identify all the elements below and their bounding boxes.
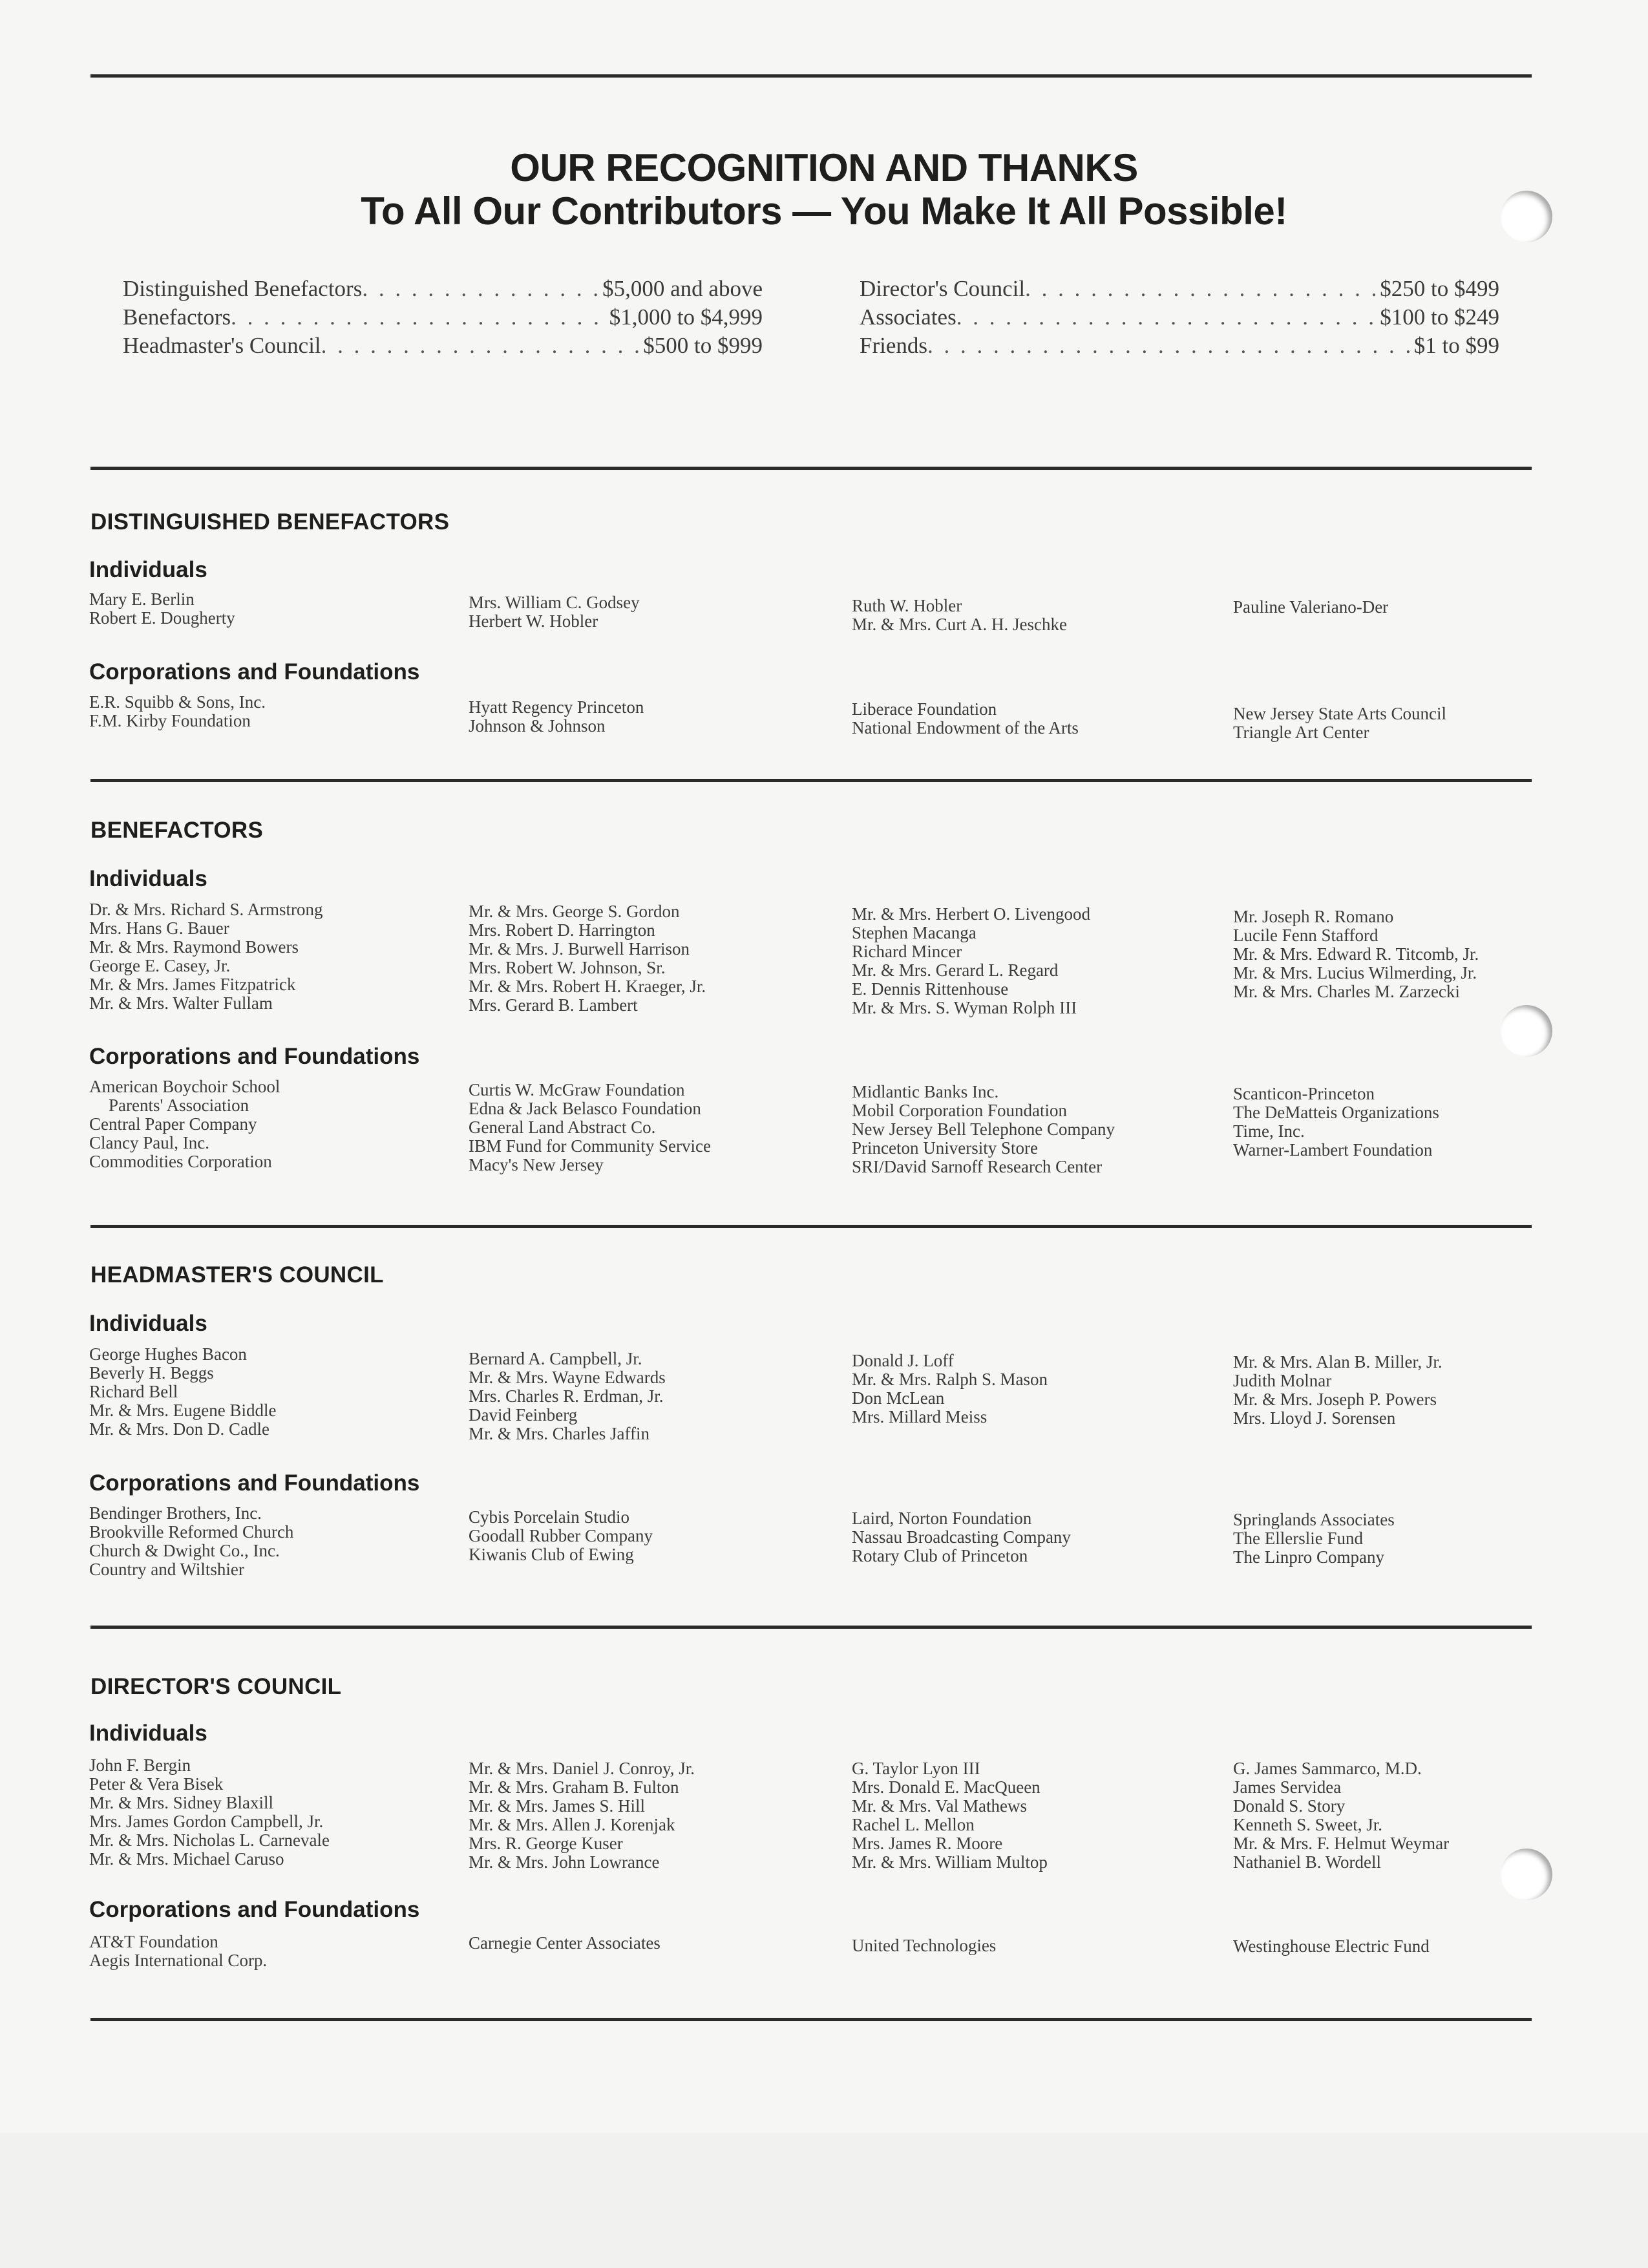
- name-column: [1233, 907, 1595, 1001]
- contributor-name: E.R. Squibb & Sons, Inc.: [89, 692, 266, 712]
- name-column: [469, 1508, 830, 1564]
- contributor-name: Mr. & Mrs. John Lowrance: [469, 1852, 660, 1872]
- contributor-name: Mr. & Mrs. Val Mathews: [852, 1796, 1028, 1816]
- contributor-name: AT&T Foundation: [89, 1932, 218, 1951]
- contributor-name: Mr. & Mrs. J. Burwell Harrison: [469, 939, 690, 959]
- contributor-name: The Linpro Company: [1233, 1547, 1384, 1567]
- contributor-name: Liberace Foundation: [852, 699, 997, 719]
- name-column: [89, 693, 451, 730]
- contributor-name: Mr. & Mrs. Gerard L. Regard: [852, 960, 1059, 980]
- contributor-name: Mr. & Mrs. James Fitzpatrick: [89, 975, 296, 994]
- contributor-name: Johnson & Johnson: [469, 716, 606, 736]
- contributor-name: Mr. & Mrs. Sidney Blaxill: [89, 1793, 274, 1812]
- contributor-name: Donald J. Loff: [852, 1351, 954, 1370]
- contributor-name: Rotary Club of Princeton: [852, 1546, 1028, 1565]
- section-heading-distinguished: DISTINGUISHED BENEFACTORS: [90, 509, 450, 535]
- contributor-name: Mary E. Berlin: [89, 589, 195, 609]
- contributor-name: Mr. & Mrs. Charles Jaffin: [469, 1424, 650, 1443]
- contributor-name: Mrs. Robert D. Harrington: [469, 920, 655, 940]
- contributor-name: Mrs. William C. Godsey: [469, 593, 640, 612]
- contributor-name: Herbert W. Hobler: [469, 611, 598, 631]
- contributor-name: Mr. & Mrs. Nicholas L. Carnevale: [89, 1830, 330, 1850]
- subheading-individuals: Individuals: [89, 866, 207, 891]
- contributor-name: Mr. & Mrs. James S. Hill: [469, 1796, 646, 1816]
- section-heading-headmaster: HEADMASTER'S COUNCIL: [90, 1262, 384, 1288]
- contributor-name: Hyatt Regency Princeton: [469, 697, 644, 717]
- name-column: [1233, 705, 1595, 742]
- contributor-name: Princeton University Store: [852, 1138, 1038, 1158]
- name-column: [852, 597, 1214, 634]
- contributor-name: Springlands Associates: [1233, 1510, 1395, 1529]
- contributor-name: Clancy Paul, Inc.: [89, 1133, 209, 1152]
- contributor-name: Carnegie Center Associates: [469, 1933, 660, 1953]
- name-column: [89, 1933, 451, 1970]
- contributor-name: Dr. & Mrs. Richard S. Armstrong: [89, 900, 323, 919]
- name-column: [469, 1934, 830, 1953]
- name-column: [469, 593, 830, 631]
- page-subtitle: To All Our Contributors — You Make It All Possible!: [361, 189, 1287, 233]
- contributor-name: Kiwanis Club of Ewing: [469, 1545, 634, 1564]
- name-column: [89, 1504, 451, 1579]
- contributor-name: Mrs. Lloyd J. Sorensen: [1233, 1408, 1396, 1428]
- contributor-name: Central Paper Company: [89, 1114, 257, 1134]
- name-column: [469, 1759, 830, 1872]
- contributor-name: Mr. & Mrs. Robert H. Kraeger, Jr.: [469, 977, 706, 996]
- contributor-name: Midlantic Banks Inc.: [852, 1082, 999, 1101]
- contributor-name: Mrs. Donald E. MacQueen: [852, 1777, 1041, 1797]
- contributor-name: Stephen Macanga: [852, 923, 977, 942]
- contributor-name: G. Taylor Lyon III: [852, 1759, 980, 1778]
- contributor-name: F.M. Kirby Foundation: [89, 711, 251, 730]
- contributor-name: Country and Wiltshier: [89, 1560, 244, 1579]
- contributor-name: David Feinberg: [469, 1405, 578, 1425]
- level-row: Headmaster's Council . . . $500 to $999: [123, 332, 763, 360]
- section-rule: [90, 1225, 1532, 1228]
- contributor-name: Westinghouse Electric Fund: [1233, 1936, 1430, 1956]
- contributor-name: Church & Dwight Co., Inc.: [89, 1541, 280, 1560]
- contributor-name: Mrs. Millard Meiss: [852, 1407, 988, 1426]
- name-column: [852, 905, 1214, 1017]
- level-row: Friends . . . $1 to $99: [860, 332, 1499, 360]
- contributor-name: Parents' Association: [109, 1096, 249, 1115]
- contributor-name: Mrs. Charles R. Erdman, Jr.: [469, 1386, 664, 1406]
- contributor-name: General Land Abstract Co.: [469, 1118, 656, 1137]
- contributor-name: Mr. & Mrs. Eugene Biddle: [89, 1401, 277, 1420]
- section-heading-benefactors: BENEFACTORS: [90, 818, 264, 843]
- contributor-name: Bernard A. Campbell, Jr.: [469, 1349, 642, 1368]
- contributor-name: Mr. & Mrs. F. Helmut Weymar: [1233, 1834, 1450, 1853]
- contributor-name: Curtis W. McGraw Foundation: [469, 1080, 685, 1099]
- section-rule: [90, 779, 1532, 782]
- contributor-name: Richard Bell: [89, 1382, 178, 1401]
- name-column: [852, 1759, 1214, 1872]
- contributor-name: Pauline Valeriano-Der: [1233, 597, 1389, 617]
- giving-levels-left: [123, 275, 763, 360]
- contributor-name: Commodities Corporation: [89, 1152, 272, 1171]
- contributor-name: Donald S. Story: [1233, 1796, 1346, 1816]
- name-column: [89, 1345, 451, 1439]
- name-column: [852, 1351, 1214, 1426]
- level-row: Director's Council . . . $250 to $499: [860, 275, 1499, 303]
- contributor-name: Mr. & Mrs. Raymond Bowers: [89, 937, 299, 957]
- binder-hole: [1501, 1005, 1552, 1057]
- contributor-name: Cybis Porcelain Studio: [469, 1507, 629, 1527]
- subheading-corporations: Corporations and Foundations: [89, 1044, 420, 1069]
- contributor-name: United Technologies: [852, 1936, 997, 1955]
- level-row: Distinguished Benefactors . . . $5,000 and above: [123, 275, 763, 303]
- name-column: [89, 590, 451, 628]
- contributor-name: The DeMatteis Organizations: [1233, 1103, 1439, 1122]
- level-row: Benefactors . . . $1,000 to $4,999: [123, 303, 763, 332]
- contributor-name: SRI/David Sarnoff Research Center: [852, 1157, 1103, 1176]
- contributor-name: Ruth W. Hobler: [852, 596, 962, 615]
- contributor-name: Time, Inc.: [1233, 1121, 1305, 1141]
- contributor-name: Bendinger Brothers, Inc.: [89, 1503, 262, 1523]
- giving-levels-right: [860, 275, 1499, 360]
- contributor-name: Mrs. Gerard B. Lambert: [469, 995, 638, 1015]
- contributor-name: Goodall Rubber Company: [469, 1526, 653, 1545]
- contributor-name: E. Dennis Rittenhouse: [852, 979, 1009, 999]
- contributor-name: Mr. & Mrs. Don D. Cadle: [89, 1419, 269, 1439]
- contributor-name: Warner-Lambert Foundation: [1233, 1140, 1433, 1160]
- contributor-name: Mr. & Mrs. Herbert O. Livengood: [852, 904, 1090, 924]
- name-column: [89, 900, 451, 1013]
- name-column: [89, 1077, 451, 1171]
- contributor-name: Robert E. Dougherty: [89, 608, 235, 628]
- contributor-name: Nathaniel B. Wordell: [1233, 1852, 1382, 1872]
- contributor-name: Mr. & Mrs. Joseph P. Powers: [1233, 1390, 1437, 1409]
- contributor-name: Mrs. Hans G. Bauer: [89, 918, 229, 938]
- contributor-name: Mr. & Mrs. Charles M. Zarzecki: [1233, 982, 1460, 1001]
- name-column: [469, 1081, 830, 1174]
- name-column: [1233, 1937, 1595, 1956]
- name-column: [1233, 1353, 1595, 1428]
- binder-hole: [1501, 1849, 1552, 1900]
- section-rule: [90, 467, 1532, 470]
- contributor-name: Mr. & Mrs. Curt A. H. Jeschke: [852, 615, 1067, 634]
- contributor-name: Mobil Corporation Foundation: [852, 1101, 1067, 1120]
- contributor-name: Mr. & Mrs. Allen J. Korenjak: [469, 1815, 675, 1834]
- contributor-name: Laird, Norton Foundation: [852, 1509, 1032, 1528]
- contributor-name: Mrs. James Gordon Campbell, Jr.: [89, 1812, 324, 1831]
- section-heading-director: DIRECTOR'S COUNCIL: [90, 1674, 342, 1699]
- level-row: Associates . . . $100 to $249: [860, 303, 1499, 332]
- contributor-name: Mr. & Mrs. Lucius Wilmerding, Jr.: [1233, 963, 1477, 982]
- contributor-name: Mr. & Mrs. George S. Gordon: [469, 902, 680, 921]
- name-column: [852, 1936, 1214, 1955]
- name-column: [852, 1509, 1214, 1565]
- top-rule: [90, 74, 1532, 78]
- contributor-name: Edna & Jack Belasco Foundation: [469, 1099, 701, 1118]
- name-column: [469, 1350, 830, 1443]
- page-title: OUR RECOGNITION AND THANKS: [510, 146, 1138, 189]
- contributor-name: Peter & Vera Bisek: [89, 1774, 224, 1794]
- name-column: [469, 698, 830, 736]
- subheading-corporations: Corporations and Foundations: [89, 659, 420, 684]
- subheading-individuals: Individuals: [89, 1311, 207, 1336]
- contributor-name: Rachel L. Mellon: [852, 1815, 975, 1834]
- contributor-name: Kenneth S. Sweet, Jr.: [1233, 1815, 1382, 1834]
- contributor-name: James Servidea: [1233, 1777, 1342, 1797]
- subheading-individuals: Individuals: [89, 1721, 207, 1746]
- contributor-name: Mr. & Mrs. Michael Caruso: [89, 1849, 284, 1869]
- subheading-corporations: Corporations and Foundations: [89, 1897, 420, 1922]
- contributor-name: Beverly H. Beggs: [89, 1363, 214, 1383]
- contributor-name: Mr. & Mrs. Alan B. Miller, Jr.: [1233, 1352, 1442, 1372]
- name-column: [1233, 1510, 1595, 1567]
- bottom-rule: [90, 2018, 1532, 2021]
- contributor-name: The Ellerslie Fund: [1233, 1529, 1363, 1548]
- name-column: [1233, 1085, 1595, 1160]
- contributor-name: Triangle Art Center: [1233, 723, 1369, 742]
- subheading-corporations: Corporations and Foundations: [89, 1470, 420, 1496]
- contributor-name: Mrs. Robert W. Johnson, Sr.: [469, 958, 666, 977]
- contributor-name: IBM Fund for Community Service: [469, 1136, 711, 1156]
- contributor-name: Mrs. James R. Moore: [852, 1834, 1003, 1853]
- contributor-name: Don McLean: [852, 1388, 945, 1408]
- contributor-name: Aegis International Corp.: [89, 1951, 268, 1970]
- contributor-name: Mr. Joseph R. Romano: [1233, 907, 1394, 926]
- name-column: [852, 700, 1214, 737]
- name-column: [1233, 598, 1595, 617]
- contributor-name: Macy's New Jersey: [469, 1155, 604, 1174]
- contributor-name: Richard Mincer: [852, 942, 962, 961]
- contributor-name: John F. Bergin: [89, 1755, 191, 1775]
- contributor-name: New Jersey Bell Telephone Company: [852, 1119, 1115, 1139]
- contributor-name: Mrs. R. George Kuser: [469, 1834, 623, 1853]
- contributor-name: Mr. & Mrs. Walter Fullam: [89, 993, 273, 1013]
- contributor-name: Mr. & Mrs. Edward R. Titcomb, Jr.: [1233, 944, 1479, 964]
- contributor-name: Brookville Reformed Church: [89, 1522, 294, 1542]
- contributor-name: Mr. & Mrs. Wayne Edwards: [469, 1368, 666, 1387]
- contributor-name: Mr. & Mrs. William Multop: [852, 1852, 1048, 1872]
- subheading-individuals: Individuals: [89, 557, 207, 582]
- contributor-name: Nassau Broadcasting Company: [852, 1527, 1071, 1547]
- binder-hole: [1501, 191, 1552, 242]
- contributor-name: Mr. & Mrs. S. Wyman Rolph III: [852, 998, 1077, 1017]
- contributor-name: New Jersey State Arts Council: [1233, 704, 1446, 723]
- contributor-name: Scanticon-Princeton: [1233, 1084, 1375, 1103]
- contributor-name: Judith Molnar: [1233, 1371, 1332, 1390]
- contributor-name: Mr. & Mrs. Daniel J. Conroy, Jr.: [469, 1759, 695, 1778]
- name-column: [89, 1756, 451, 1869]
- contributor-name: American Boychoir School: [89, 1077, 280, 1096]
- contributor-name: George E. Casey, Jr.: [89, 956, 231, 975]
- contributor-name: Mr. & Mrs. Ralph S. Mason: [852, 1370, 1048, 1389]
- contributor-name: George Hughes Bacon: [89, 1344, 247, 1364]
- contributor-name: Lucile Fenn Stafford: [1233, 926, 1379, 945]
- contributor-name: National Endowment of the Arts: [852, 718, 1079, 737]
- contributor-name: Mr. & Mrs. Graham B. Fulton: [469, 1777, 679, 1797]
- name-column: [852, 1083, 1214, 1176]
- section-rule: [90, 1626, 1532, 1629]
- name-column: [469, 902, 830, 1015]
- contributor-name: G. James Sammarco, M.D.: [1233, 1759, 1422, 1778]
